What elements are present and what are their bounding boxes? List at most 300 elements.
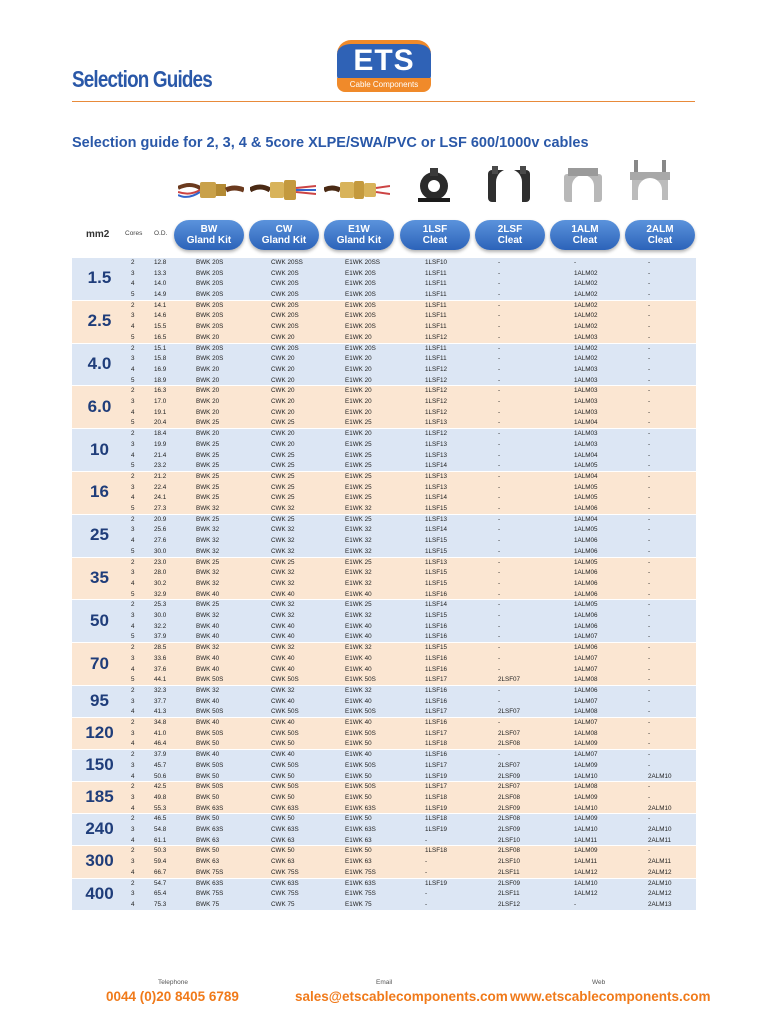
size-group [72,846,696,878]
2alm-cell: 2ALM11 [648,858,671,866]
2lsf-cell: 2LSF08 [498,847,521,855]
2lsf-cell: - [498,719,501,727]
cores-cell: 4 [131,323,135,331]
cw-cell: CWK 32 [271,601,295,609]
cores-cell: 3 [131,612,135,620]
e1w-cell: E1WK 32 [345,526,372,534]
bw-cell: BWK 32 [196,537,220,545]
od-cell: 55.3 [154,804,167,812]
od-cell: 33.6 [154,654,167,662]
cores-cell: 2 [131,847,135,855]
1alm-cell: 1ALM07 [574,633,598,641]
1lsf-cell: 1LSF11 [425,323,447,331]
bw-cell: BWK 50S [196,676,224,684]
cw-cell: CWK 50 [271,847,295,855]
2alm-cell: - [648,344,651,352]
1alm-cell: 1ALM07 [574,654,598,662]
1alm-cell: 1ALM02 [574,280,598,288]
1alm-cleat-image [562,164,604,204]
1alm-cell: 1ALM07 [574,697,598,705]
1alm-cell: 1ALM02 [574,301,598,309]
1alm-cell: 1ALM07 [574,751,598,759]
1lsf-cell: 1LSF15 [425,644,448,652]
cw-cell: CWK 50 [271,793,295,801]
cores-cell: 2 [131,719,135,727]
2lsf-cell: - [498,622,501,630]
footer-email-label: Email [376,979,393,986]
2alm-cell: - [648,537,651,545]
cw-cell: CWK 20S [271,291,299,299]
cores-cell: 2 [131,430,135,438]
od-cell: 17.0 [154,398,167,406]
bw-cell: BWK 40 [196,719,220,727]
1lsf-cell: 1LSF12 [425,387,448,395]
e1w-cell: E1WK 32 [345,505,372,513]
e1w-cell: E1WK 20S [345,344,376,352]
cw-cell: CWK 20S [271,301,299,309]
cw-cell: CWK 20S [271,280,299,288]
2alm-cell: - [648,312,651,320]
guide-subtitle: Selection guide for 2, 3, 4 & 5core XLPE/SWA/PVC or LSF 600/1000v cables [72,135,589,151]
od-cell: 49.8 [154,793,167,801]
2lsf-cell: - [498,697,501,705]
footer-web-link[interactable]: www.etscablecomponents.com [510,989,711,1004]
bw-cell: BWK 50S [196,761,224,769]
2alm-cell: - [648,515,651,523]
1lsf-cell: 1LSF17 [425,676,448,684]
1lsf-cell: 1LSF16 [425,654,448,662]
od-cell: 41.3 [154,708,167,716]
2alm-cell: - [648,558,651,566]
table-row [72,451,696,462]
2alm-cell: - [648,483,651,491]
bw-cell: BWK 25 [196,483,220,491]
header-line1: 1ALM [571,224,599,235]
header-line1: 2LSF [497,224,523,235]
1lsf-cell: 1LSF12 [425,398,448,406]
bw-cell: BWK 25 [196,601,220,609]
2alm-cell: - [648,751,651,759]
cw-cell: CWK 32 [271,526,295,534]
1lsf-cell: 1LSF10 [425,259,448,266]
header-line2: Cleat [647,235,673,246]
cores-cell: 4 [131,708,135,716]
cores-cell: 3 [131,826,135,834]
bw-cell: BWK 20S [196,280,224,288]
e1w-cell: E1WK 20 [345,408,372,416]
1alm-cell: 1ALM03 [574,398,598,406]
header-1lsf-cleat [400,220,470,250]
od-cell: 30.0 [154,547,167,555]
table-row [72,568,696,579]
od-cell: 75.3 [154,900,167,908]
od-cell: 14.1 [154,301,167,309]
2alm-cell: - [648,783,651,791]
cw-cell: CWK 32 [271,505,295,513]
1alm-cell: 1ALM02 [574,355,598,363]
size-group [72,344,696,387]
2alm-cell: 2ALM10 [648,772,672,780]
od-cell: 50.6 [154,772,167,780]
cw-cell: CWK 75 [271,900,295,908]
od-cell: 42.5 [154,783,167,791]
1lsf-cell: 1LSF12 [425,408,448,416]
e1w-cell: E1WK 32 [345,537,372,545]
table-row [72,515,696,526]
cores-cell: 4 [131,900,135,908]
2alm-cell: - [648,280,651,288]
size-label: 1.5 [87,268,112,288]
cores-cell: 3 [131,654,135,662]
cores-cell: 3 [131,483,135,491]
size-label: 16 [90,482,109,502]
2lsf-cell: - [498,505,501,513]
cw-cell: CWK 75S [271,868,299,876]
header-line2: Cleat [497,235,523,246]
e1w-cell: E1WK 40 [345,622,372,630]
2alm-cell: - [648,355,651,363]
od-cell: 27.3 [154,505,167,513]
2lsf-cell: 2LSF12 [498,900,521,908]
e1w-cell: E1WK 32 [345,547,372,555]
2lsf-cell: - [498,654,501,662]
e1w-cell: E1WK 40 [345,590,372,598]
2lsf-cell: - [498,376,501,384]
bw-cell: BWK 25 [196,419,220,427]
bw-cell: BWK 40 [196,654,220,662]
2alm-cell: - [648,761,651,769]
2lsf-cell: - [498,494,501,502]
od-cell: 15.1 [154,344,167,352]
bw-cell: BWK 20 [196,387,220,395]
cw-cell: CWK 40 [271,622,295,630]
bw-cell: BWK 32 [196,569,220,577]
2lsf-cell: - [498,355,501,363]
bw-cell: BWK 75 [196,900,220,908]
2alm-cell: - [648,729,651,737]
1lsf-cell: 1LSF18 [425,740,448,748]
2lsf-cell: - [498,365,501,373]
od-cell: 50.3 [154,847,167,855]
1alm-cell: 1ALM02 [574,312,598,320]
size-group [72,258,696,301]
od-cell: 13.3 [154,269,167,277]
od-cell: 21.2 [154,472,167,480]
size-group [72,472,696,515]
1alm-cell: 1ALM09 [574,740,598,748]
2lsf-cell: - [498,451,501,459]
1lsf-cell: 1LSF13 [425,472,448,480]
bw-cell: BWK 32 [196,644,220,652]
e1w-cell: E1WK 20S [345,312,376,320]
1alm-cell: 1ALM03 [574,333,598,341]
e1w-cell: E1WK 50S [345,783,376,791]
2alm-cell: - [648,462,651,470]
header-od: O.D. [154,230,168,237]
table-row [72,611,696,622]
cores-cell: 4 [131,772,135,780]
2alm-cell: - [648,815,651,823]
e1w-cell: E1WK 50S [345,708,376,716]
table-row [72,258,696,269]
2alm-cell: - [648,612,651,620]
table-row [72,857,696,868]
1alm-cell: 1ALM11 [574,858,597,866]
cw-cell: CWK 50S [271,676,299,684]
2alm-cell: - [648,665,651,673]
size-group [72,782,696,814]
1lsf-cell: 1LSF12 [425,430,448,438]
od-cell: 18.9 [154,376,167,384]
2alm-cell: - [648,376,651,384]
2alm-cell: - [648,494,651,502]
2alm-cell: - [648,259,651,266]
2lsf-cell: - [498,301,501,309]
od-cell: 14.0 [154,280,167,288]
e1w-cell: E1WK 20 [345,387,372,395]
od-cell: 18.4 [154,430,167,438]
1alm-cell: 1ALM06 [574,644,598,652]
table-row [72,836,696,847]
1lsf-cell: 1LSF11 [425,301,447,309]
2lsf-cell: 2LSF09 [498,826,521,834]
1alm-cell: 1ALM08 [574,729,598,737]
od-cell: 14.9 [154,291,167,299]
e1w-cell: E1WK 63S [345,826,376,834]
od-cell: 19.1 [154,408,167,416]
cores-cell: 5 [131,505,135,513]
cw-cell: CWK 32 [271,537,295,545]
table-row [72,525,696,536]
1lsf-cell: 1LSF16 [425,697,448,705]
2lsf-cell: - [498,408,501,416]
2lsf-cell: - [498,291,501,299]
bw-cell: BWK 20S [196,312,224,320]
1lsf-cell: 1LSF18 [425,847,448,855]
size-group [72,686,696,718]
2lsf-cell: - [498,526,501,534]
table-row [72,269,696,280]
2lsf-cell: - [498,323,501,331]
e1w-cell: E1WK 32 [345,686,372,694]
table-row [72,579,696,590]
bw-cell: BWK 50S [196,729,224,737]
cw-cell: CWK 20 [271,376,295,384]
bw-cell: BWK 20 [196,365,220,373]
bw-cell: BWK 20 [196,408,220,416]
size-group [72,643,696,686]
2alm-cell: 2ALM12 [648,890,672,898]
1alm-cell: 1ALM06 [574,686,598,694]
od-cell: 32.9 [154,590,167,598]
table-row [72,793,696,804]
1lsf-cleat-image [414,164,454,204]
e1w-cell: E1WK 50 [345,847,372,855]
1alm-cell: 1ALM03 [574,440,598,448]
size-label: 4.0 [87,353,112,373]
od-cell: 61.1 [154,836,167,844]
table-row [72,846,696,857]
cores-cell: 5 [131,376,135,384]
1lsf-cell: 1LSF15 [425,505,448,513]
2alm-cell: - [648,387,651,395]
cores-cell: 5 [131,547,135,555]
bw-cell: BWK 20 [196,398,220,406]
table-row [72,483,696,494]
cw-cell: CWK 40 [271,633,295,641]
cw-cell: CWK 63S [271,879,299,887]
e1w-gland-image [324,176,390,204]
cw-cell: CWK 20 [271,430,295,438]
od-cell: 19.9 [154,440,167,448]
bw-cell: BWK 20S [196,269,224,277]
table-row [72,772,696,783]
2lsf-cell: 2LSF07 [498,708,521,716]
e1w-cell: E1WK 25 [345,483,372,491]
1alm-cell: 1ALM02 [574,344,598,352]
table-row [72,804,696,815]
cw-cell: CWK 40 [271,654,295,662]
e1w-cell: E1WK 25 [345,419,372,427]
2lsf-cell: 2LSF09 [498,879,521,887]
table-row [72,590,696,601]
bw-cell: BWK 32 [196,505,220,513]
table-row [72,632,696,643]
size-group [72,718,696,750]
cw-cell: CWK 40 [271,719,295,727]
1alm-cell: 1ALM12 [574,868,598,876]
cw-cell: CWK 32 [271,644,295,652]
2alm-cell: - [648,719,651,727]
2lsf-cell: - [498,569,501,577]
header-line2: Gland Kit [336,235,382,246]
1lsf-cell: 1LSF11 [425,344,447,352]
bw-cell: BWK 25 [196,440,220,448]
e1w-cell: E1WK 25 [345,462,372,470]
header-line1: CW [275,224,293,235]
cw-cell: CWK 50 [271,815,295,823]
size-label: 185 [85,787,114,807]
e1w-cell: E1WK 20 [345,355,372,363]
1lsf-cell: 1LSF16 [425,686,448,694]
od-cell: 37.9 [154,751,167,759]
cw-gland-image [250,176,316,204]
od-cell: 25.6 [154,526,167,534]
1alm-cell: 1ALM09 [574,761,598,769]
2alm-cell: - [648,365,651,373]
cw-cell: CWK 40 [271,590,295,598]
size-group [72,558,696,601]
e1w-cell: E1WK 20S [345,301,376,309]
bw-cell: BWK 40 [196,590,220,598]
cw-cell: CWK 63S [271,826,299,834]
1lsf-cell: 1LSF16 [425,622,448,630]
cores-cell: 3 [131,858,135,866]
table-row [72,868,696,879]
bw-cell: BWK 25 [196,451,220,459]
size-label: 120 [85,723,114,743]
e1w-cell: E1WK 75 [345,900,372,908]
1lsf-cell: 1LSF19 [425,826,448,834]
cores-cell: 4 [131,622,135,630]
e1w-cell: E1WK 25 [345,515,372,523]
2alm-cell: - [648,847,651,855]
2lsf-cell: - [498,333,501,341]
od-cell: 54.8 [154,826,167,834]
table-row [72,440,696,451]
od-cell: 34.8 [154,719,167,727]
2alm-cleat-image [628,160,672,204]
e1w-cell: E1WK 25 [345,440,372,448]
cw-cell: CWK 25 [271,558,295,566]
cores-cell: 4 [131,836,135,844]
header-cw-gland-kit [249,220,319,250]
cw-cell: CWK 20 [271,408,295,416]
footer-email-link[interactable]: sales@etscablecomponents.com [295,989,508,1004]
bw-cell: BWK 63 [196,858,220,866]
e1w-cell: E1WK 40 [345,751,372,759]
size-label: 400 [85,883,114,903]
table-row [72,365,696,376]
cores-cell: 2 [131,558,135,566]
cores-cell: 5 [131,291,135,299]
cores-cell: 3 [131,526,135,534]
2alm-cell: - [648,601,651,609]
2alm-cell: - [648,419,651,427]
e1w-cell: E1WK 20S [345,269,376,277]
cw-cell: CWK 32 [271,686,295,694]
cw-cell: CWK 50 [271,772,295,780]
table-row [72,322,696,333]
od-cell: 23.0 [154,558,167,566]
1alm-cell: 1ALM06 [574,537,598,545]
header-2lsf-cleat [475,220,545,250]
1lsf-cell: - [425,836,428,844]
cw-cell: CWK 40 [271,751,295,759]
2lsf-cleat-image [486,164,532,204]
1alm-cell: 1ALM03 [574,430,598,438]
2alm-cell: - [648,654,651,662]
od-cell: 59.4 [154,858,167,866]
1lsf-cell: 1LSF17 [425,729,448,737]
table-row [72,814,696,825]
1lsf-cell: 1LSF18 [425,793,448,801]
cores-cell: 3 [131,697,135,705]
bw-cell: BWK 63 [196,836,220,844]
2lsf-cell: - [498,612,501,620]
cw-cell: CWK 20 [271,365,295,373]
header-line2: Gland Kit [186,235,232,246]
1lsf-cell: 1LSF11 [425,355,447,363]
2alm-cell: 2ALM11 [648,836,671,844]
1lsf-cell: - [425,890,428,898]
2lsf-cell: - [498,633,501,641]
size-group [72,750,696,782]
size-label: 6.0 [87,396,112,416]
1alm-cell: 1ALM03 [574,387,598,395]
2alm-cell: - [648,408,651,416]
od-cell: 14.6 [154,312,167,320]
1lsf-cell: 1LSF17 [425,708,448,716]
size-group [72,879,696,911]
cw-cell: CWK 50S [271,783,299,791]
cw-cell: CWK 50S [271,708,299,716]
cores-cell: 4 [131,868,135,876]
table-row [72,461,696,472]
e1w-cell: E1WK 32 [345,569,372,577]
2lsf-cell: - [498,259,501,266]
cores-cell: 3 [131,793,135,801]
